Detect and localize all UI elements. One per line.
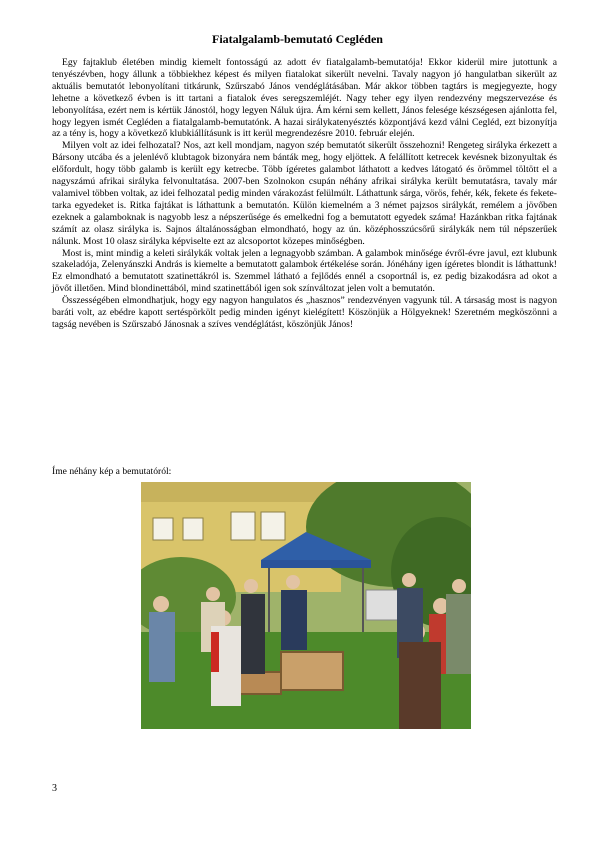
paragraph-3: Most is, mint mindig a keleti sirálykák voltak jelen a legnagyobb számban. A galambok minősége évről-évre javul, ezt klubunk szakeladója, Zelenyánszki András is kiemelte a bemutatott galambok értékelése során. Jónéhány igen ígéretes blondit is láthattunk! Ez elmondható a bemutatott szatinettákról is. Szemmel látható a fejlődés ennél a csoportnál is, ez pedig bizakodásra ad okot a jövőt illetően. Mind blondinettából, mind szatinettából igen sok színváltozat jelen volt a bemutatón. bbox=[52, 247, 557, 295]
paragraph-4: Összességében elmondhatjuk, hogy egy nagyon hangulatos és „hasznos” rendezvényen vagyunk túl. A társaság most is nagyon baráti volt, az ebédre kapott sertéspörkölt pedig minden igényt kielégített! Köszönjük a Hölgyeknek! Szeretném megköszönni a tagság nevében is Szűrszabó Jánosnak a szíves vendéglátást, köszönjük János! bbox=[52, 295, 557, 330]
page-number: 3 bbox=[52, 783, 57, 794]
article-body bbox=[52, 57, 557, 331]
paragraph-2: Milyen volt az idei felhozatal? Nos, azt kell mondjam, nagyon szép bemutatót sikerült összehozni! Rengeteg sirályka érkezett a Bársony utcába és a jelenlévő klubtagok bizonyára nem bánták meg, hogy eljöttek. A felállított ketrecek kevésnek bizonyultak és előfordult, hogy több galamb is került egy ketrecbe. Több ígéretes galambot láthatott a kedves látogató és örömmel töltött el a nagyszámú afrikai sirályka felvonultatása. 2007-ben Szolnokon csupán néhány afrikai sirályka került bemutatásra, tavaly már valamivel többen voltak, az idei felhozatal pedig minden várakozást felülmúlt. Láthattunk sárga, vörös, fehér, kék, fekete és fekete-tarka egyedeket is. Ritka fajtákat is láthattunk a bemutatón. Külön kiemelném a 3 német pajzsos sirálykát, remélem a jövőben ezeknek a galamboknak is nagyobb lesz a népszerűsége és emelkedni fog a bemutatott egyedek száma! Hazánkban ritka fajtának számít az olasz sirályka is. Sajnos általánosságban elmondható, hogy az ún. középhosszúcsőrű sirálykák nem túl népszerűek nálunk. Most 10 olasz sirályka képviselte ezt az alcsoportot közepes minőségben. bbox=[52, 140, 557, 247]
article-title: Fiatalgalamb-bemutató Cegléden bbox=[212, 32, 383, 46]
paragraph-1: Egy fajtaklub életében mindig kiemelt fontosságú az adott év fiatalgalamb-bemutatója! Ekkor kiderül mire jutottunk a tenyészévben, hogy állunk a többiekhez képest és milyen fiatalokat sikerült nevelni. Tavaly nagyon jó hangulatban sikerült az aktuális bemutatót lebonyolítani titkárunk, Szűrszabó János vendéglátásában. Már akkor többen tagtárs is megjegyezte, hogy lehetne a következő évben is itt tartani a fiatalok éves seregszemléjét. Nagy teher egy ilyen rendezvény megszervezése és lebonyolítása, ezért nem is kértük Jánostól, hogy legyen Náluk újra. Ám kérni sem kellett, János felesége készségesen ajánlotta fel, hogy legyen ismét Cegléden a fiatalgalamb-bemutatónk. A hazai sirálykatenyésztés központjává kezd válni Cegléd, ezt bizonyítja az a tény is, hogy a következő klubkiállításunk is itt kerül megrendezésre 2010. február elején. bbox=[52, 57, 557, 140]
photo-caption: Íme néhány kép a bemutatóról: bbox=[52, 466, 172, 477]
event-photo bbox=[141, 482, 471, 729]
